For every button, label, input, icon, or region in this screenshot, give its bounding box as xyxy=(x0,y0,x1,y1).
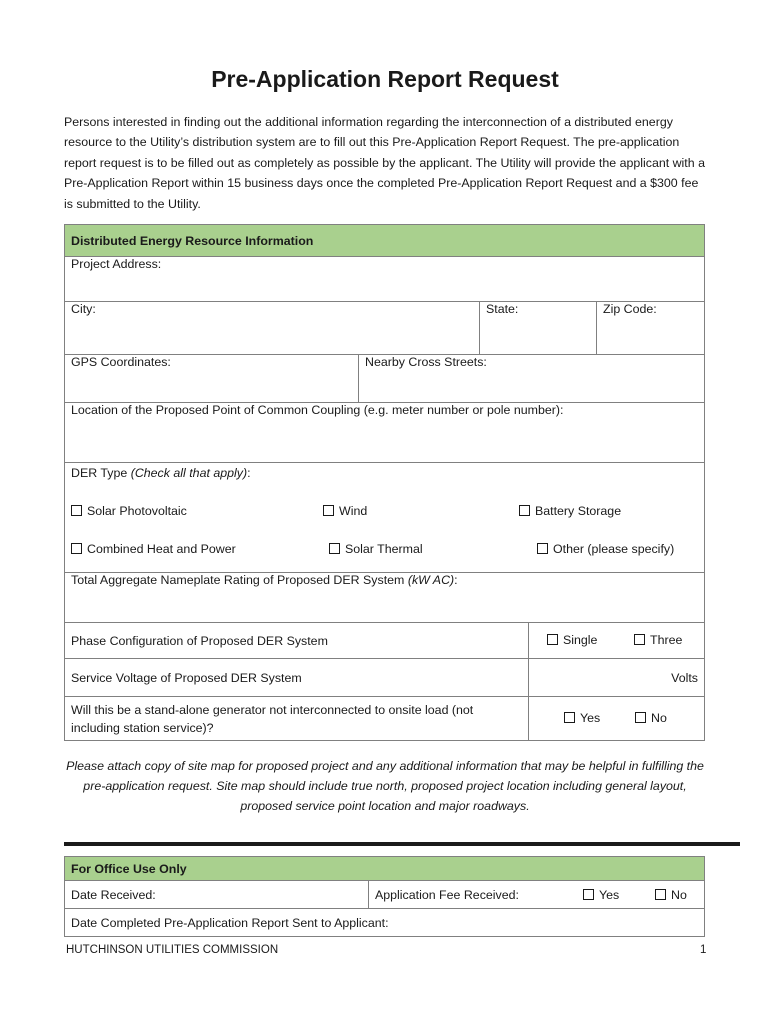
phase-three-checkbox[interactable] xyxy=(634,634,645,645)
standalone-yes-checkbox[interactable] xyxy=(564,712,575,723)
wind-option[interactable]: Wind xyxy=(323,504,367,518)
solar-thermal-checkbox[interactable] xyxy=(329,543,340,554)
other-option[interactable]: Other (please specify) xyxy=(537,542,674,556)
intro-paragraph: Persons interested in finding out the additional information regarding the interconnection of a distributed energy resource to the Utility’s distribution system are to fill out this Pre-Application Report Request. The pre-application report request is to be filled out as completely as possible by the applicant. The Utility will provide the applicant with a Pre-Application Report within 15 business days once the completed Pre-Application Report Request and a $300 fee is submitted to the Utility. xyxy=(64,115,705,211)
phase-config-options xyxy=(529,623,705,659)
der-section-header: Distributed Energy Resource Information xyxy=(65,225,705,257)
date-received-field[interactable] xyxy=(65,881,369,909)
zip-code-label: Zip Code: xyxy=(603,302,657,316)
fee-no-checkbox[interactable] xyxy=(655,889,666,900)
project-address-label: Project Address: xyxy=(71,257,162,271)
date-completed-label: Date Completed Pre-Application Report Sent to Applicant: xyxy=(71,915,389,930)
nameplate-rating-field[interactable] xyxy=(65,573,705,623)
state-field[interactable] xyxy=(480,302,597,355)
phase-single-checkbox[interactable] xyxy=(547,634,558,645)
battery-storage-checkbox[interactable] xyxy=(519,505,530,516)
der-type-field xyxy=(65,463,705,573)
pcc-location-field[interactable] xyxy=(65,403,705,463)
chp-checkbox[interactable] xyxy=(71,543,82,554)
fee-yes-option[interactable]: Yes xyxy=(583,888,619,902)
solar-pv-checkbox[interactable] xyxy=(71,505,82,516)
der-type-label: DER Type (Check all that apply): xyxy=(71,466,251,480)
standalone-no-option[interactable]: No xyxy=(635,711,667,725)
wind-checkbox[interactable] xyxy=(323,505,334,516)
fee-received-label: Application Fee Received: xyxy=(375,887,519,902)
solar-pv-option[interactable]: Solar Photovoltaic xyxy=(71,504,187,518)
standalone-yes-option[interactable]: Yes xyxy=(564,711,600,725)
page-title: Pre-Application Report Request xyxy=(211,66,559,92)
standalone-generator-label: Will this be a stand-alone generator not interconnected to onsite load (not including station service)? xyxy=(65,697,529,741)
battery-storage-option[interactable]: Battery Storage xyxy=(519,504,621,518)
zip-code-field[interactable] xyxy=(597,302,705,355)
chp-option[interactable]: Combined Heat and Power xyxy=(71,542,236,556)
project-address-field[interactable] xyxy=(65,257,705,302)
volts-unit: Volts xyxy=(671,670,698,685)
cross-streets-field[interactable] xyxy=(359,355,705,403)
city-field[interactable] xyxy=(65,302,480,355)
section-divider xyxy=(64,842,740,846)
service-voltage-label: Service Voltage of Proposed DER System xyxy=(65,659,529,697)
standalone-generator-options xyxy=(529,697,705,741)
fee-received-field xyxy=(369,881,705,909)
pcc-location-label: Location of the Proposed Point of Common Coupling (e.g. meter number or pole number): xyxy=(71,403,564,417)
service-voltage-field[interactable] xyxy=(529,659,705,697)
nameplate-rating-label: Total Aggregate Nameplate Rating of Proposed DER System (kW AC): xyxy=(71,573,458,587)
other-checkbox[interactable] xyxy=(537,543,548,554)
der-system-details-table xyxy=(64,622,705,741)
date-received-label: Date Received: xyxy=(71,887,156,902)
der-information-table xyxy=(64,224,705,623)
phase-three-option[interactable]: Three xyxy=(634,633,682,647)
date-completed-field[interactable] xyxy=(65,909,705,937)
fee-no-option[interactable]: No xyxy=(655,888,687,902)
office-use-header: For Office Use Only xyxy=(65,857,705,881)
footer-organization: HUTCHINSON UTILITIES COMMISSION xyxy=(66,944,279,956)
phase-single-option[interactable]: Single xyxy=(547,633,597,647)
solar-thermal-option[interactable]: Solar Thermal xyxy=(329,542,423,556)
office-use-table xyxy=(64,856,705,937)
standalone-no-checkbox[interactable] xyxy=(635,712,646,723)
gps-coordinates-label: GPS Coordinates: xyxy=(71,355,171,369)
phase-config-label: Phase Configuration of Proposed DER System xyxy=(65,623,529,659)
footer-page-number: 1 xyxy=(700,944,707,956)
city-label: City: xyxy=(71,302,96,316)
fee-yes-checkbox[interactable] xyxy=(583,889,594,900)
cross-streets-label: Nearby Cross Streets: xyxy=(365,355,487,369)
site-map-notice: Please attach copy of site map for proposed project and any additional information that may be helpful in fulfilling the pre-application request. Site map should include true north, proposed project location including general layout, proposed service point location and major roadways. xyxy=(66,759,704,813)
gps-coordinates-field[interactable] xyxy=(65,355,359,403)
state-label: State: xyxy=(486,302,519,316)
